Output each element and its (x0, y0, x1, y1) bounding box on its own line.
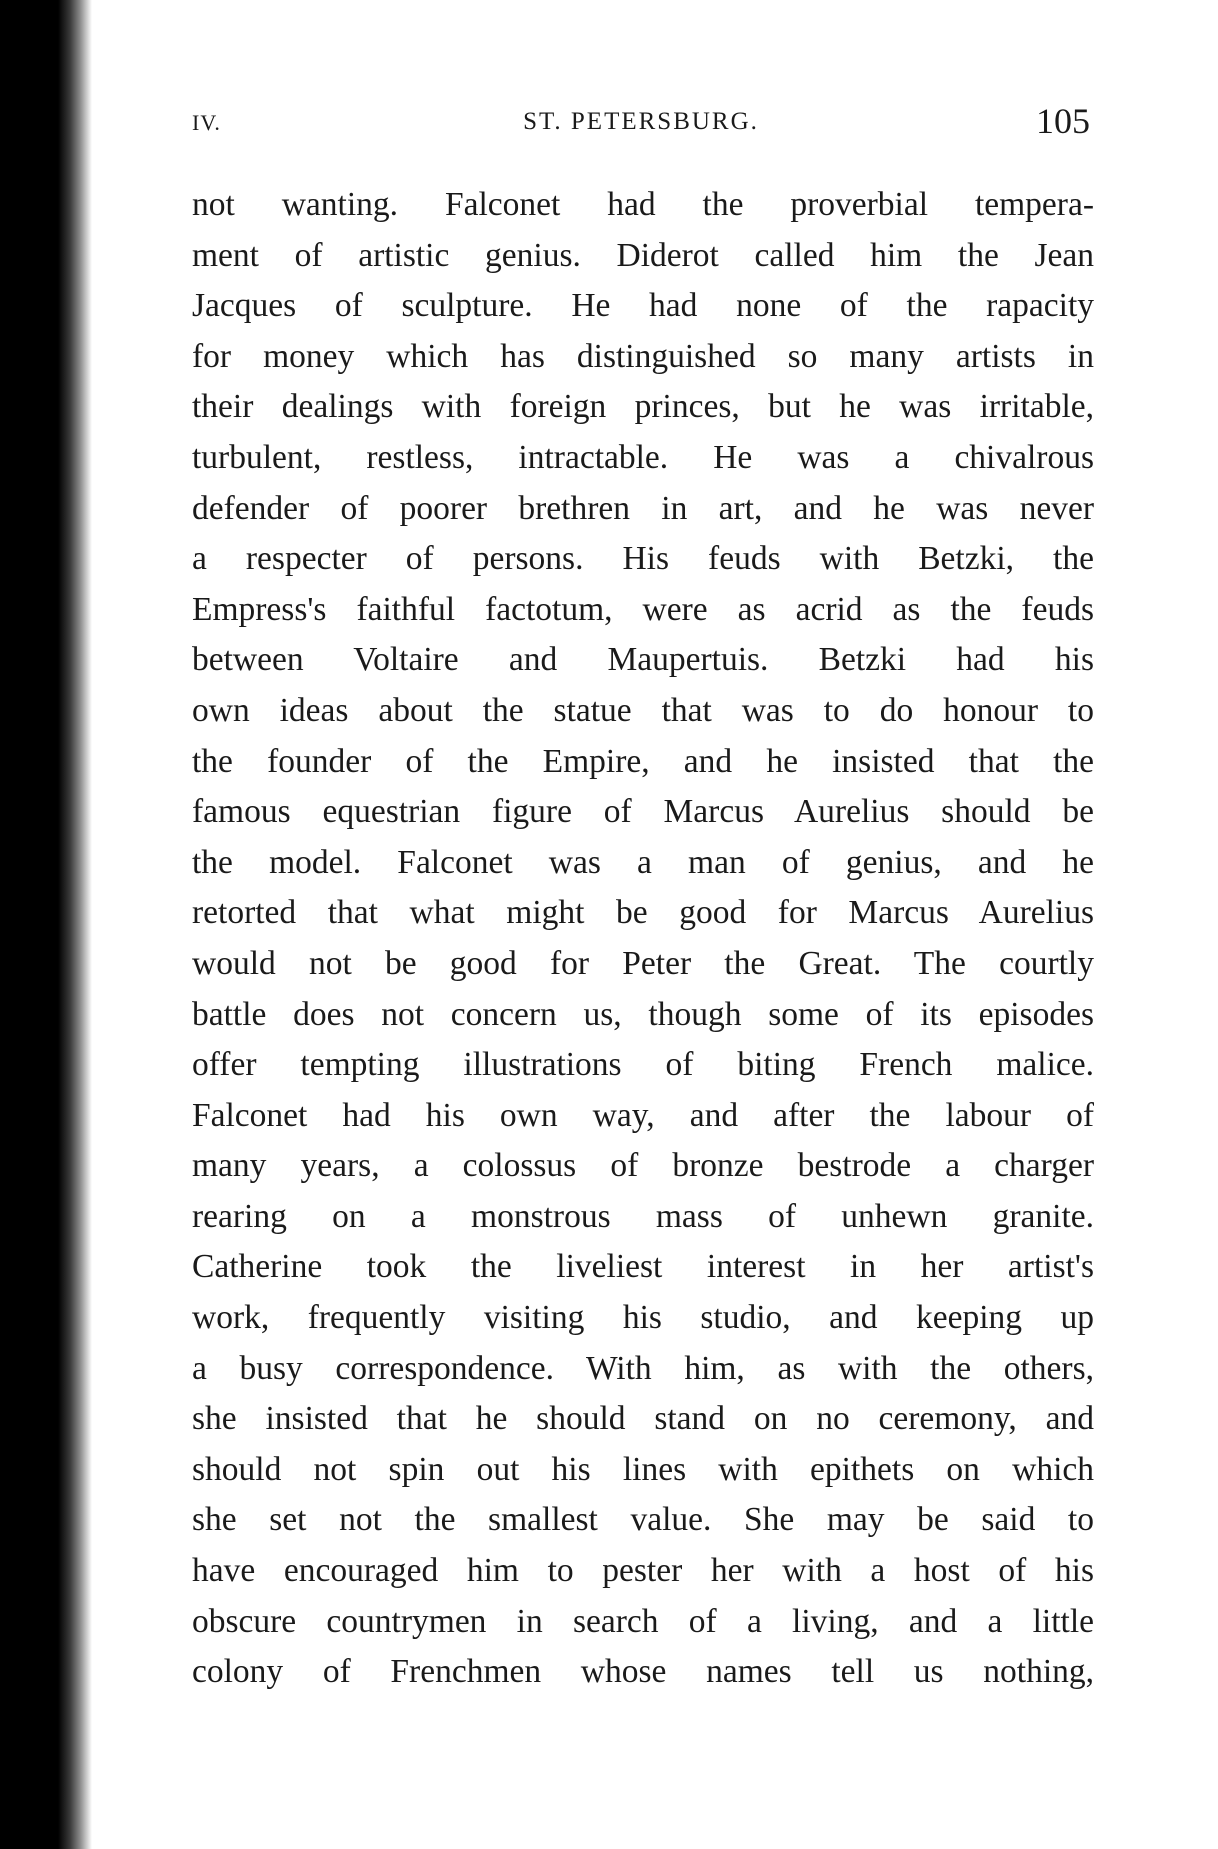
text-line: ment of artistic genius. Diderot called him the Jean (192, 236, 1094, 274)
running-header (190, 100, 1092, 140)
text-line: work, frequently visiting his studio, and keeping up (192, 1299, 1094, 1337)
text-line: offer tempting illustrations of biting French malice. (192, 1046, 1094, 1084)
text-line: turbulent, restless, intractable. He was a chivalrous (192, 438, 1094, 476)
text-line: rearing on a monstrous mass of unhewn granite. (192, 1197, 1094, 1235)
text-line: own ideas about the statue that was to do honour to (192, 691, 1094, 729)
text-line: colony of Frenchmen whose names tell us nothing, (192, 1653, 1094, 1691)
text-line: would not be good for Peter the Great. The courtly (192, 944, 1094, 982)
text-line: retorted that what might be good for Marcus Aurelius (192, 894, 1094, 932)
text-line: Falconet had his own way, and after the labour of (192, 1096, 1094, 1134)
text-line: a busy correspondence. With him, as with the others, (192, 1349, 1094, 1387)
text-line: should not spin out his lines with epithets on which (192, 1450, 1094, 1488)
text-line: a respecter of persons. His feuds with Betzki, the (192, 540, 1094, 578)
body-text (192, 180, 1094, 1698)
chapter-number: IV. (192, 110, 221, 135)
text-line: famous equestrian figure of Marcus Aurelius should be (192, 793, 1094, 831)
binding-shadow (0, 0, 92, 1849)
text-line: she insisted that he should stand on no ceremony, and (192, 1400, 1094, 1438)
text-line: Empress's faithful factotum, were as acrid as the feuds (192, 590, 1094, 628)
running-title: ST. PETERSBURG. (523, 108, 759, 135)
text-line: the model. Falconet was a man of genius, and he (192, 843, 1094, 881)
text-line: obscure countrymen in search of a living, and a little (192, 1602, 1094, 1640)
text-line: their dealings with foreign princes, but he was irritable, (192, 388, 1094, 426)
text-line: many years, a colossus of bronze bestrode a charger (192, 1147, 1094, 1185)
text-line: Catherine took the liveliest interest in her artist's (192, 1248, 1094, 1286)
text-line: have encouraged him to pester her with a host of his (192, 1552, 1094, 1590)
text-line: defender of poorer brethren in art, and he was never (192, 489, 1094, 527)
text-line: she set not the smallest value. She may be said to (192, 1501, 1094, 1539)
page-number: 105 (1036, 101, 1090, 141)
text-line: Jacques of sculpture. He had none of the rapacity (192, 287, 1094, 325)
text-line: the founder of the Empire, and he insisted that the (192, 742, 1094, 780)
text-line: for money which has distinguished so many artists in (192, 337, 1094, 375)
text-line: not wanting. Falconet had the proverbial tempera- (192, 186, 1094, 223)
text-line: battle does not concern us, though some of its episodes (192, 995, 1094, 1033)
text-line: between Voltaire and Maupertuis. Betzki had his (192, 641, 1094, 679)
